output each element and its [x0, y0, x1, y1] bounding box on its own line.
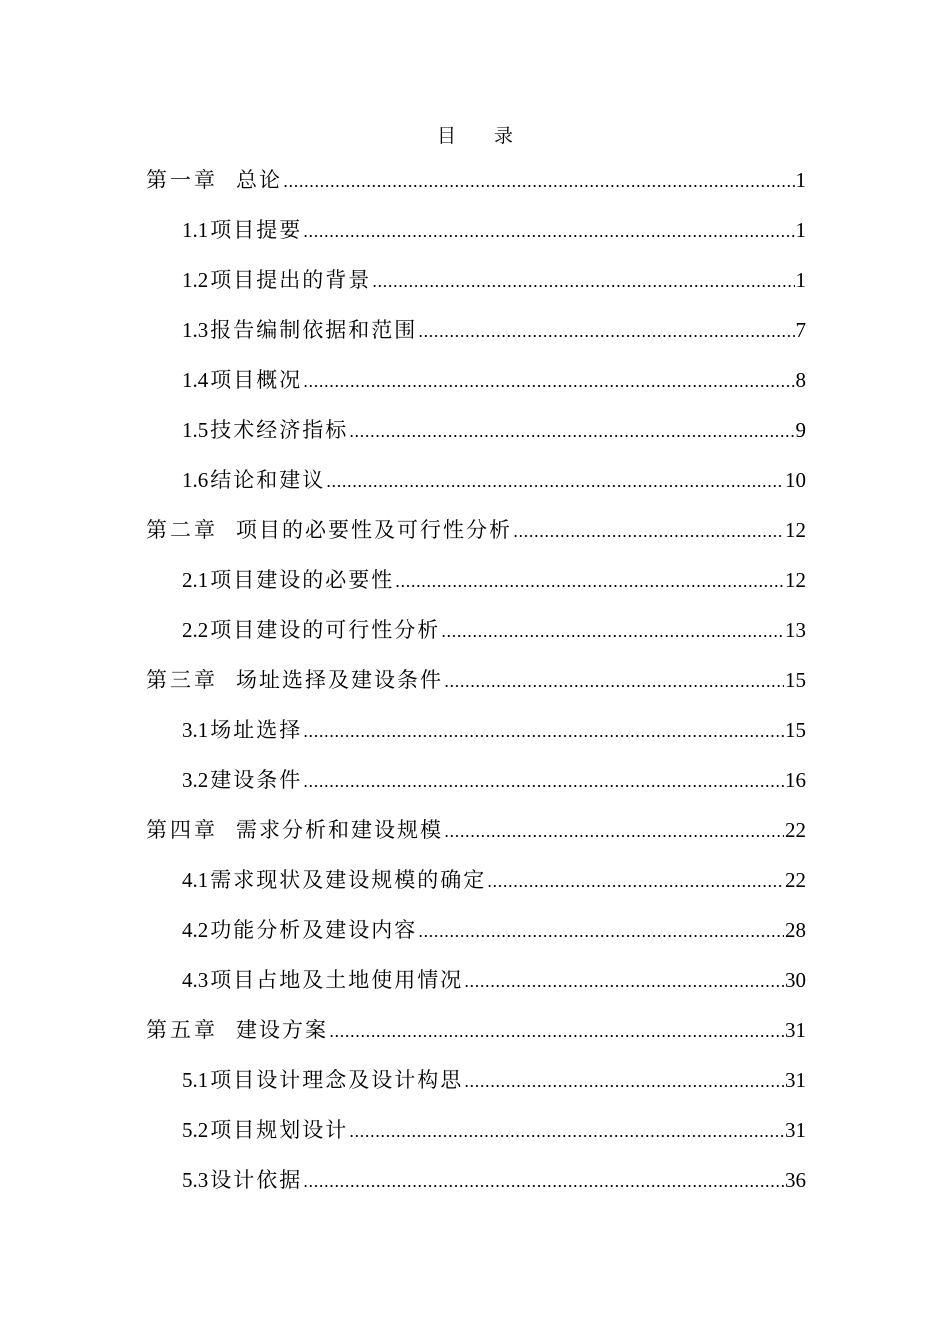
- toc-dot-leader: [441, 616, 784, 644]
- toc-entry-number: 1.6: [182, 468, 209, 492]
- toc-section-entry[interactable]: [0, 705, 950, 755]
- toc-entry-page-number: 1: [795, 218, 806, 242]
- toc-entry-page-number: 9: [795, 418, 806, 442]
- toc-entry-label: 场址选择及建设条件: [236, 668, 443, 692]
- toc-entry-label: 需求现状及建设规模的确定: [210, 868, 487, 892]
- toc-section-entry[interactable]: [0, 605, 950, 655]
- toc-entry-number: 第三章: [146, 668, 218, 692]
- toc-entry-label: 需求分析和建设规模: [236, 818, 443, 842]
- toc-entry-number: 4.2: [182, 918, 209, 942]
- toc-chapter-entry[interactable]: [0, 1005, 950, 1055]
- toc-entry-number: 1.4: [182, 368, 209, 392]
- toc-entry-label: 项目提出的背景: [210, 268, 372, 292]
- toc-entry-label: 总论: [236, 168, 282, 192]
- toc-section-entry[interactable]: [0, 205, 950, 255]
- toc-entry-number: 2.1: [182, 568, 209, 592]
- toc-entry-page-number: 28: [785, 918, 806, 942]
- toc-entry-number: 第五章: [146, 1018, 218, 1042]
- toc-entry-page-number: 36: [785, 1168, 806, 1192]
- toc-entry-page-number: 8: [795, 368, 806, 392]
- toc-section-entry[interactable]: [0, 1055, 950, 1105]
- toc-entry-label: 项目的必要性及可行性分析: [236, 518, 512, 542]
- toc-section-entry[interactable]: [0, 355, 950, 405]
- toc-dot-leader: [418, 316, 794, 344]
- toc-entry-label: 建设条件: [210, 768, 303, 792]
- toc-entry-number: 3.2: [182, 768, 209, 792]
- toc-entry-number: 第二章: [146, 518, 218, 542]
- toc-section-entry[interactable]: [0, 305, 950, 355]
- toc-section-entry[interactable]: [0, 455, 950, 505]
- toc-dot-leader: [283, 166, 795, 194]
- toc-section-entry[interactable]: [0, 555, 950, 605]
- toc-dot-leader: [513, 516, 784, 544]
- toc-section-entry[interactable]: [0, 855, 950, 905]
- toc-entry-page-number: 22: [785, 818, 806, 842]
- toc-entry-page-number: 10: [785, 468, 806, 492]
- toc-entry-page-number: 15: [785, 668, 806, 692]
- toc-entry-page-number: 31: [785, 1068, 806, 1092]
- toc-entry-label: 项目占地及土地使用情况: [210, 968, 464, 992]
- toc-chapter-entry[interactable]: [0, 655, 950, 705]
- toc-dot-leader: [326, 466, 784, 494]
- toc-entry-number: 5.2: [182, 1118, 209, 1142]
- toc-entry-label: 项目建设的可行性分析: [210, 618, 441, 642]
- toc-section-entry[interactable]: [0, 1155, 950, 1205]
- toc-chapter-entry[interactable]: [0, 805, 950, 855]
- toc-dot-leader: [329, 1016, 784, 1044]
- toc-entry-number: 1.2: [182, 268, 209, 292]
- toc-entry-number: 1.1: [182, 218, 209, 242]
- toc-entry-number: 1.5: [182, 418, 209, 442]
- toc-dot-leader: [395, 566, 784, 594]
- toc-dot-leader: [487, 866, 784, 894]
- toc-entry-label: 设计依据: [210, 1168, 303, 1192]
- toc-entry-number: 第一章: [146, 168, 218, 192]
- toc-section-entry[interactable]: [0, 405, 950, 455]
- toc-chapter-entry[interactable]: [0, 505, 950, 555]
- toc-section-entry[interactable]: [0, 955, 950, 1005]
- toc-dot-leader: [444, 666, 784, 694]
- toc-section-entry[interactable]: [0, 905, 950, 955]
- toc-entry-page-number: 1: [795, 168, 806, 192]
- toc-dot-leader: [464, 1066, 784, 1094]
- toc-entry-page-number: 22: [785, 868, 806, 892]
- toc-entry-number: 2.2: [182, 618, 209, 642]
- toc-entry-label: 项目建设的必要性: [210, 568, 395, 592]
- toc-entry-page-number: 31: [785, 1018, 806, 1042]
- toc-title: 目 录: [436, 125, 530, 147]
- toc-dot-leader: [349, 416, 794, 444]
- toc-entry-label: 技术经济指标: [210, 418, 349, 442]
- toc-dot-leader: [444, 816, 784, 844]
- toc-entry-label: 建设方案: [236, 1018, 328, 1042]
- toc-entry-number: 第四章: [146, 818, 218, 842]
- toc-entry-number: 3.1: [182, 718, 209, 742]
- toc-entry-label: 项目概况: [210, 368, 303, 392]
- toc-entry-page-number: 12: [785, 518, 806, 542]
- toc-section-entry[interactable]: [0, 1105, 950, 1155]
- toc-section-entry[interactable]: [0, 755, 950, 805]
- toc-entry-label: 场址选择: [210, 718, 303, 742]
- toc-chapter-entry[interactable]: [0, 155, 950, 205]
- toc-entry-label: 项目设计理念及设计构思: [210, 1068, 464, 1092]
- toc-dot-leader: [303, 216, 794, 244]
- toc-entry-label: 结论和建议: [210, 468, 326, 492]
- toc-entry-page-number: 13: [785, 618, 806, 642]
- toc-dot-leader: [372, 266, 794, 294]
- toc-entry-number: 1.3: [182, 318, 209, 342]
- toc-entry-label: 功能分析及建设内容: [210, 918, 418, 942]
- toc-section-entry[interactable]: [0, 255, 950, 305]
- toc-dot-leader: [418, 916, 784, 944]
- toc-entry-page-number: 1: [795, 268, 806, 292]
- toc-entry-page-number: 7: [795, 318, 806, 342]
- toc-entry-label: 项目提要: [210, 218, 303, 242]
- toc-entry-label: 报告编制依据和范围: [210, 318, 418, 342]
- toc-entry-page-number: 15: [785, 718, 806, 742]
- toc-dot-leader: [303, 766, 784, 794]
- toc-list: [0, 155, 950, 1205]
- toc-entry-number: 4.1: [182, 868, 209, 892]
- toc-entry-page-number: 31: [785, 1118, 806, 1142]
- toc-dot-leader: [303, 1166, 784, 1194]
- toc-dot-leader: [464, 966, 784, 994]
- toc-entry-number: 4.3: [182, 968, 209, 992]
- toc-entry-page-number: 16: [785, 768, 806, 792]
- toc-dot-leader: [349, 1116, 784, 1144]
- toc-entry-number: 5.1: [182, 1068, 209, 1092]
- toc-dot-leader: [303, 366, 794, 394]
- toc-entry-number: 5.3: [182, 1168, 209, 1192]
- toc-entry-page-number: 30: [785, 968, 806, 992]
- toc-dot-leader: [303, 716, 784, 744]
- toc-entry-label: 项目规划设计: [210, 1118, 349, 1142]
- toc-entry-page-number: 12: [785, 568, 806, 592]
